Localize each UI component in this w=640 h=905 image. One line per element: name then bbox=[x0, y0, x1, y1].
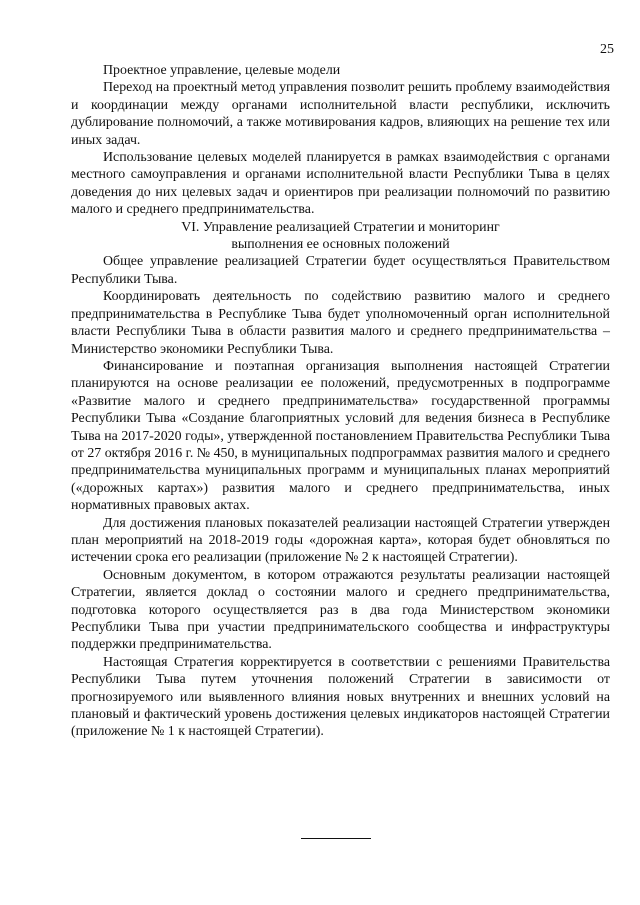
paragraph-financing: Финансирование и поэтапная организация выполнения настоящей Стратегии планируются на основе реализации ее положений, предусмотренных в подпрограмме «Развитие малого и среднего предпринимательства» государственной программы Республики Тыва «Создание благоприятных условий для ведения бизнеса в Республике Тыва на 2017-2020 годы», утвержденной постановлением Правительства Республики Тыва от 27 октября 2016 г. № 450, в муниципальных подпрограммах развития малого и среднего предпринимательства муниципальных программ и муниципальных планах мероприятий («дорожных картах») развития малого и среднего предпринимательства, иных нормативных правовых актах. bbox=[71, 358, 610, 514]
paragraph-target-models: Использование целевых моделей планируется в рамках взаимодействия с органами местного самоуправления и органами исполнительной власти Республики Тыва в целях доведения до них целевых задач и ориентиров при реализации полномочий по развитию малого и среднего предпринимательства. bbox=[71, 150, 610, 218]
section-heading-line-1: VI. Управление реализацией Стратегии и мониторинг bbox=[181, 219, 500, 235]
paragraph-roadmap: Для достижения плановых показателей реализации настоящей Стратегии утвержден план мероприятий на 2018-2019 годы «дорожная карта», которая будет обновляться по истечении срока его реализации (приложение № 2 к настоящей Стратегии). bbox=[71, 515, 610, 566]
paragraph-general-management: Общее управление реализацией Стратегии будет осуществляться Правительством Республики Тыва. bbox=[71, 254, 610, 287]
paragraph-project-method: Переход на проектный метод управления позволит решить проблему взаимодействия и координации между органами исполнительной власти республики, исключить дублирование полномочий, а также мотивирования кадров, влияющих на решение тех или иных задач. bbox=[71, 80, 610, 148]
section-heading bbox=[71, 219, 610, 254]
paragraph-project-management-title: Проектное управление, целевые модели bbox=[103, 63, 341, 78]
document-body bbox=[71, 62, 610, 741]
paragraph-coordination: Координировать деятельность по содействию развитию малого и среднего предпринимательства в Республике Тыва будет уполномоченный орган исполнительной власти Республики Тыва в области развития малого и среднего предпринимательства – Министерство экономики Республики Тыва. bbox=[71, 289, 610, 357]
page-number: 25 bbox=[600, 42, 614, 57]
paragraph-strategy-adjustment: Настоящая Стратегия корректируется в соответствии с решениями Правительства Республики Тыва путем уточнения положений Стратегии в зависимости от прогнозируемого или выявленного влияния новых внутренних и внешних условий на плановый и фактический уровень достижения целевых индикаторов настоящей Стратегии (приложение № 1 к настоящей Стратегии). bbox=[71, 654, 610, 740]
paragraph-main-document: Основным документом, в котором отражаются результаты реализации настоящей Стратегии, является доклад о состоянии малого и среднего предпринимательства, подготовка которого осуществляется раз в два года Министерством экономики Республики Тыва при участии предпринимательского сообщества и инфраструктуры поддержки предпринимательства. bbox=[71, 567, 610, 653]
end-divider bbox=[301, 838, 371, 839]
section-heading-line-2: выполнения ее основных положений bbox=[231, 237, 450, 253]
